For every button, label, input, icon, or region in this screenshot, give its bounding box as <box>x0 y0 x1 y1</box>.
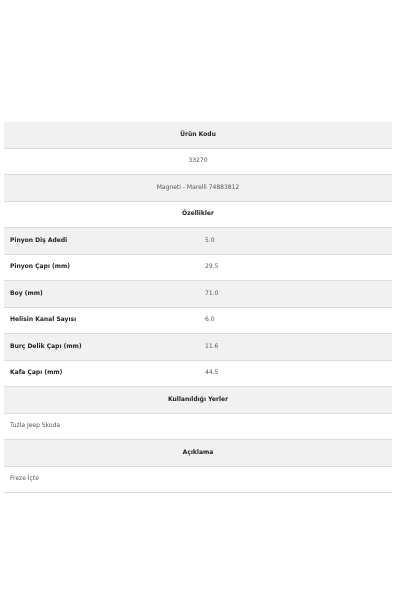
feature-value: 11.6 <box>198 334 392 361</box>
feature-row <box>4 228 392 255</box>
feature-value: 6.0 <box>198 307 392 334</box>
product-code-row <box>4 148 392 175</box>
feature-row <box>4 360 392 387</box>
feature-value: 44.5 <box>198 360 392 387</box>
product-code-header: Ürün Kodu <box>4 122 392 148</box>
feature-label: Helisin Kanal Sayısı <box>4 307 198 334</box>
product-code-header-row <box>4 122 392 148</box>
feature-row <box>4 307 392 334</box>
usage-header-row <box>4 387 392 414</box>
usage-header: Kullanıldığı Yerler <box>4 387 392 414</box>
description-row <box>4 466 392 493</box>
product-code-value: 33270 <box>4 148 392 175</box>
feature-value: 71.0 <box>198 281 392 308</box>
features-header: Özellikler <box>4 201 392 228</box>
feature-row <box>4 254 392 281</box>
feature-value: 5.0 <box>198 228 392 255</box>
usage-text: Tuzla Jeep Skoda <box>4 413 392 440</box>
feature-row <box>4 334 392 361</box>
feature-label: Boy (mm) <box>4 281 198 308</box>
feature-label: Kafa Çapı (mm) <box>4 360 198 387</box>
usage-row <box>4 413 392 440</box>
feature-label: Pinyon Çapı (mm) <box>4 254 198 281</box>
product-spec-table <box>4 122 392 493</box>
features-header-row <box>4 201 392 228</box>
feature-row <box>4 281 392 308</box>
description-header: Açıklama <box>4 440 392 467</box>
description-text: Freze İçte <box>4 466 392 493</box>
description-header-row <box>4 440 392 467</box>
product-reference-value: Magneti - Marelli 74883812 <box>4 175 392 202</box>
feature-label: Burç Delik Çapı (mm) <box>4 334 198 361</box>
feature-label: Pinyon Diş Adedi <box>4 228 198 255</box>
feature-value: 29.5 <box>198 254 392 281</box>
product-reference-row <box>4 175 392 202</box>
